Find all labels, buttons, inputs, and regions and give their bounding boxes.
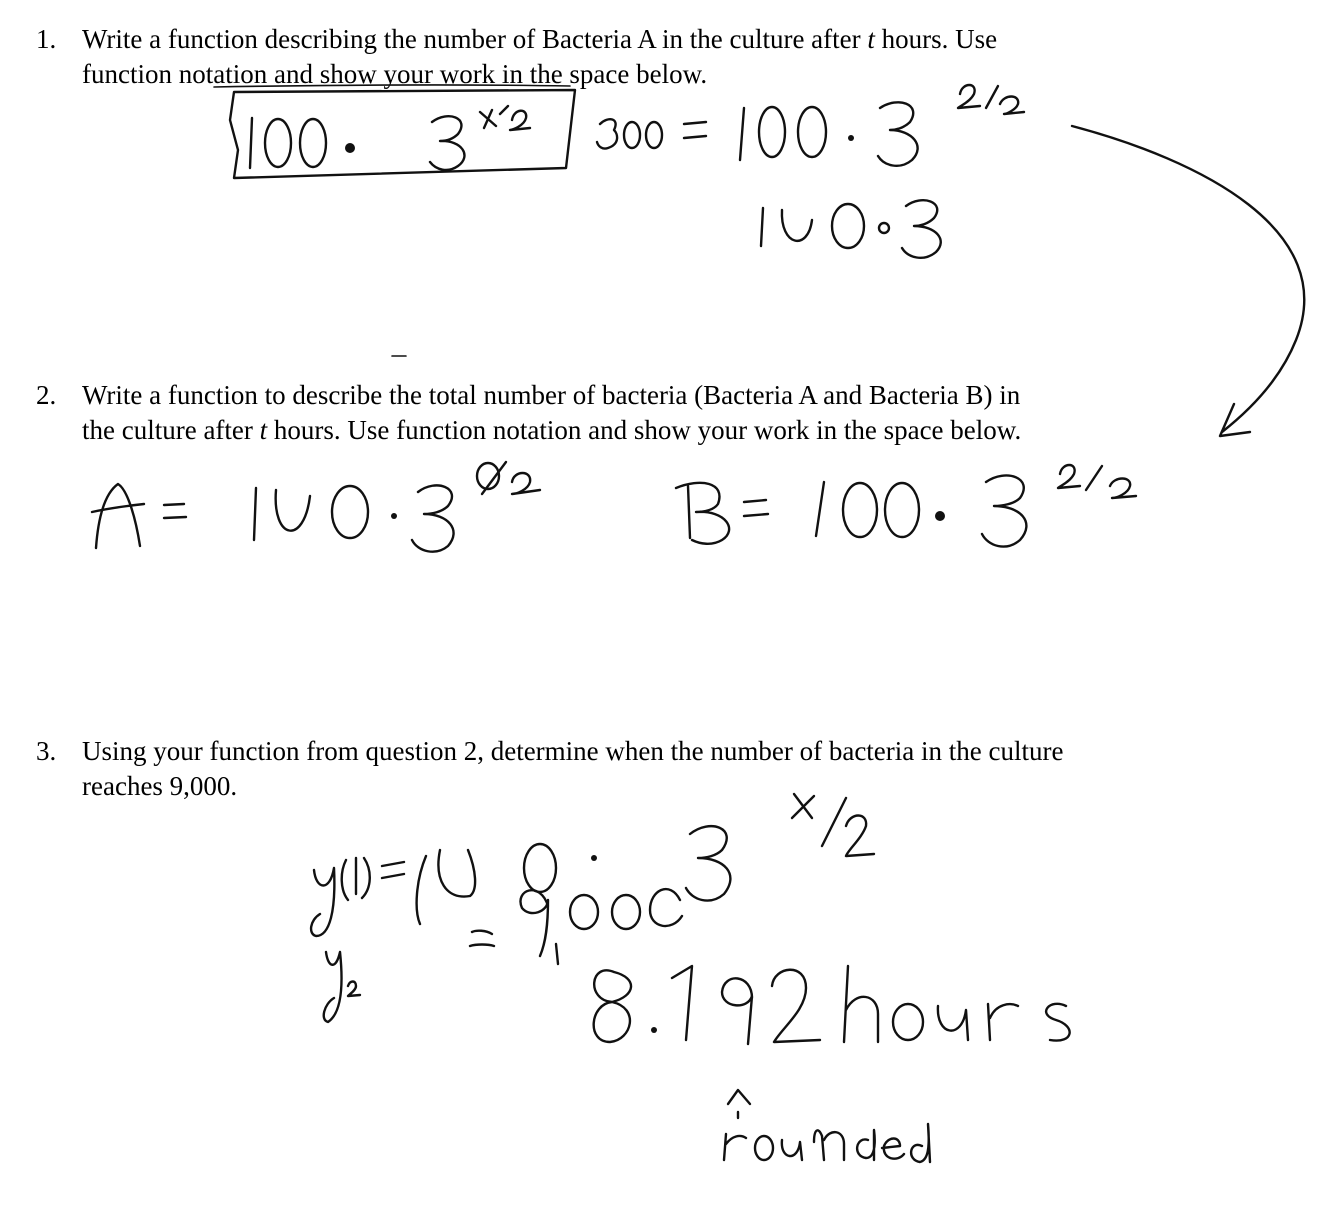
question-1-number: 1. (36, 24, 57, 54)
q1-boxed-answer (230, 90, 575, 178)
curved-arrow (1072, 126, 1304, 436)
question-3-line1: Using your function from question 2, determine when the number of bacteria in the culture (82, 736, 1064, 766)
q1-work-line1 (597, 85, 1024, 166)
question-3-line2: reaches 9,000. (82, 771, 238, 801)
q3-work-line1 (311, 794, 874, 936)
question-1-line1-pre: Write a function describing the number of Bacteria A in the culture after (82, 24, 868, 54)
question-2-line1: Write a function to describe the total number of bacteria (Bacteria A and Bacteria B) in (82, 380, 1021, 410)
q3-rounded-note (724, 1090, 930, 1162)
question-2-variable: t (259, 415, 268, 445)
pen-strike-q1 (214, 85, 570, 87)
question-1-variable: t (867, 24, 875, 54)
question-1-line2: function notation and show your work in the space below. (82, 59, 708, 89)
question-3-number: 3. (36, 736, 57, 766)
question-2-number: 2. (36, 380, 57, 410)
question-1-line1-post: hours. Use (874, 24, 998, 54)
q3-work-line2 (324, 889, 682, 1022)
question-2-line2-post: hours. Use function notation and show your work in the space below. (267, 415, 1022, 445)
q2-function-a (92, 462, 540, 552)
q2-function-b (676, 465, 1136, 547)
q3-answer (594, 966, 1070, 1044)
question-2-line2-pre: the culture after (82, 415, 260, 445)
q1-work-line2 (761, 200, 941, 258)
